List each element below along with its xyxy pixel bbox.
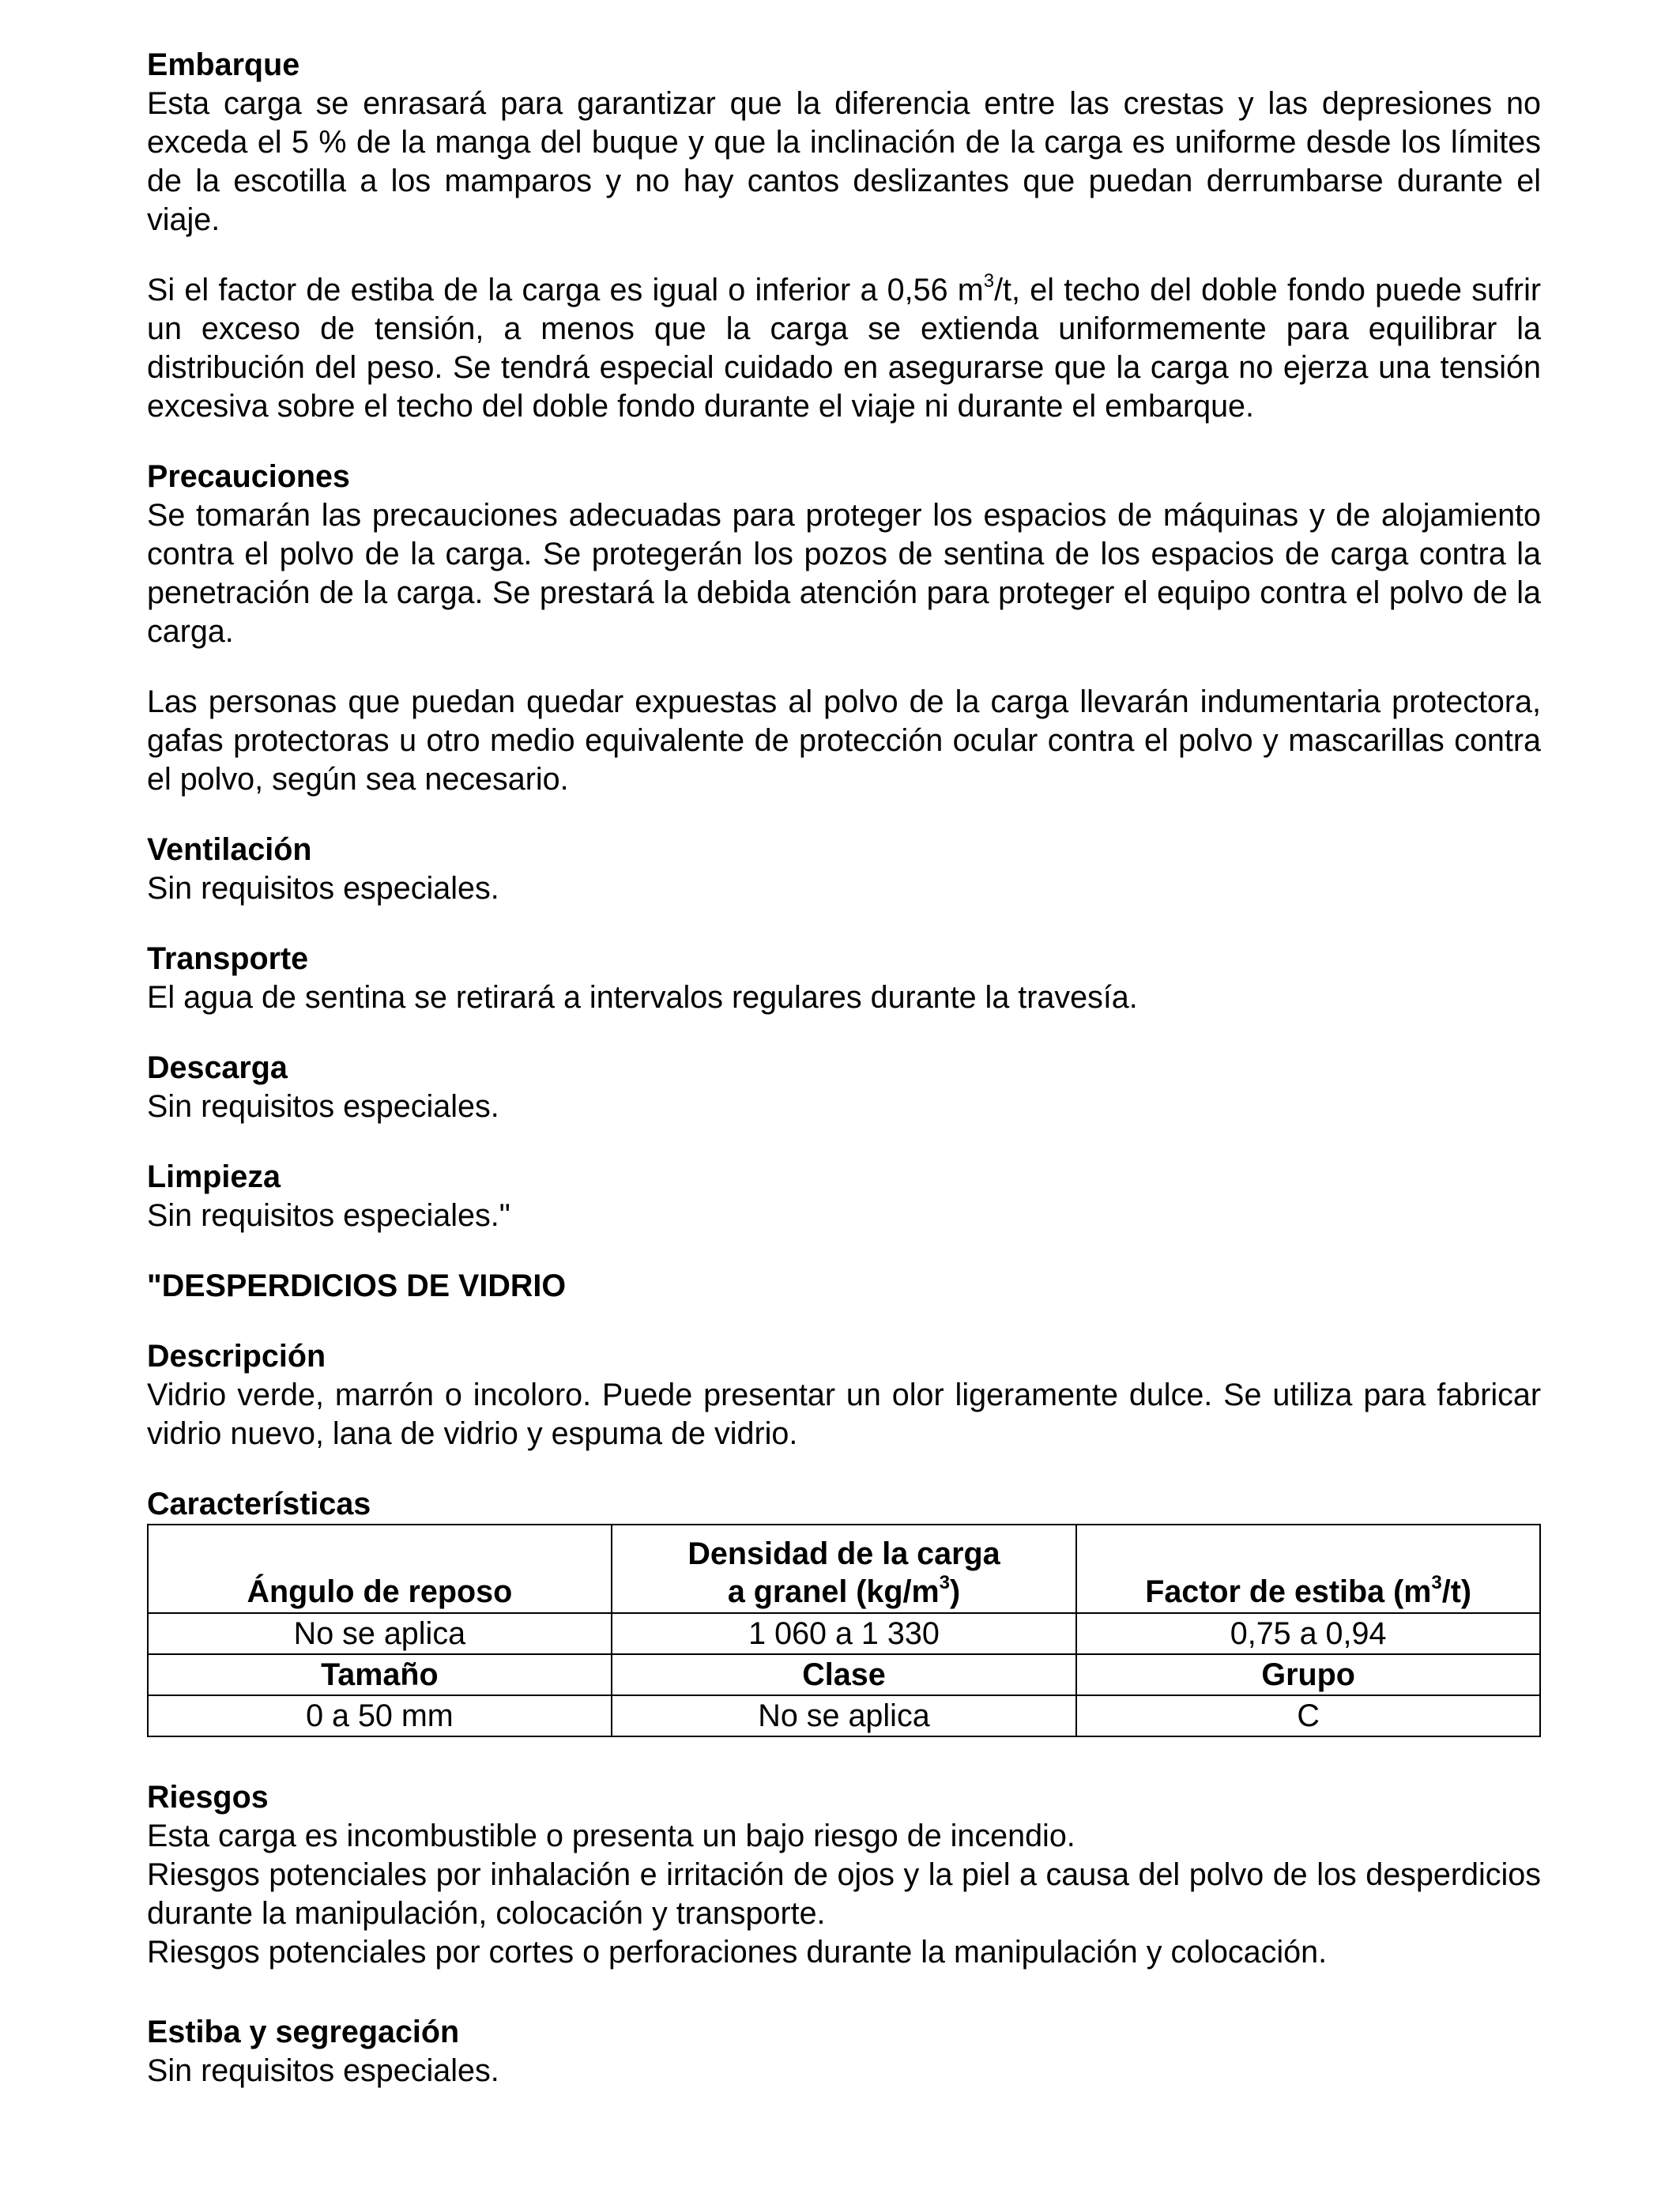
text-descarga: Sin requisitos especiales.: [147, 1089, 499, 1124]
table-cell: No se aplica: [612, 1695, 1077, 1736]
header-densidad-line2-b: ): [949, 1574, 961, 1609]
table-cell: C: [1076, 1695, 1540, 1736]
table-subheader-row: [148, 1654, 1540, 1695]
paragraph-precauciones-1: Se tomarán las precauciones adecuadas para proteger los espacios de máquinas y de alojamiento contra el polvo de la carga. Se protegerán los pozos de sentina de los espacios de carga contra la penetración de la carga. Se prestará la debida atención para proteger el equipo contra el polvo de la carga.: [147, 498, 1541, 649]
header-tamano: Tamaño: [148, 1654, 612, 1695]
table-cell: 1 060 a 1 330: [612, 1613, 1077, 1654]
section-limpieza: [147, 1158, 1541, 1235]
section-descarga: [147, 1049, 1541, 1126]
section-riesgos: [147, 1778, 1541, 1972]
superscript-3: 3: [939, 1571, 950, 1593]
paragraph-precauciones-2: Las personas que puedan quedar expuestas al polvo de la carga llevarán indumentaria protectora, gafas protectoras u otro medio equivalente de protección ocular contra el polvo y mascarillas contra el polvo, según sea necesario.: [147, 684, 1541, 797]
table-row: [148, 1613, 1540, 1654]
superscript-3: 3: [1431, 1571, 1442, 1593]
header-factor-estiba-a: Factor de estiba (m: [1145, 1574, 1432, 1609]
section-ventilacion: [147, 831, 1541, 908]
text-descripcion: Vidrio verde, marrón o incoloro. Puede presentar un olor ligeramente dulce. Se utiliza para fabricar vidrio nuevo, lana de vidrio y espuma de vidrio.: [147, 1378, 1541, 1451]
heading-precauciones: Precauciones: [147, 459, 350, 494]
header-grupo: Grupo: [1076, 1654, 1540, 1695]
paragraph-embarque-2-part-a: Si el factor de estiba de la carga es igual o inferior a 0,56 m: [147, 273, 984, 307]
text-limpieza: Sin requisitos especiales.": [147, 1198, 510, 1233]
table-header-row: [148, 1525, 1540, 1613]
text-ventilacion: Sin requisitos especiales.: [147, 871, 499, 906]
heading-estiba: Estiba y segregación: [147, 2015, 460, 2049]
header-clase: Clase: [612, 1654, 1077, 1695]
heading-descarga: Descarga: [147, 1050, 288, 1085]
header-densidad: [612, 1525, 1077, 1613]
header-densidad-line1: Densidad de la carga: [687, 1536, 1000, 1571]
table-cell: 0 a 50 mm: [148, 1695, 612, 1736]
text-riesgos-1: Esta carga es incombustible o presenta un bajo riesgo de incendio.: [147, 1819, 1075, 1853]
section-precauciones: [147, 458, 1541, 799]
section-caracteristicas: [147, 1485, 1541, 1737]
table-cell: 0,75 a 0,94: [1076, 1613, 1540, 1654]
section-transporte: [147, 940, 1541, 1017]
heading-descripcion: Descripción: [147, 1339, 326, 1374]
characteristics-table: [147, 1524, 1541, 1737]
paragraph-embarque-2-part-b: /t, el techo del doble fondo puede sufrir un exceso de tensión, a menos que la carga se extienda uniformemente para equilibrar la distribución del peso. Se tendrá especial cuidado en asegurarse que la carga no ejerza una tensión excesiva sobre el techo del doble fondo durante el viaje ni durante el embarque.: [147, 273, 1541, 424]
header-factor-estiba: [1076, 1525, 1540, 1613]
text-riesgos-3: Riesgos potenciales por cortes o perforaciones durante la manipulación y colocación.: [147, 1935, 1328, 1970]
text-estiba: Sin requisitos especiales.: [147, 2053, 499, 2088]
section-descripcion: [147, 1337, 1541, 1453]
section-embarque: [147, 46, 1541, 426]
heading-limpieza: Limpieza: [147, 1159, 281, 1194]
paragraph-embarque-2: [147, 271, 1541, 426]
document-page: [147, 46, 1541, 2090]
section-estiba: [147, 2013, 1541, 2090]
heading-ventilacion: Ventilación: [147, 832, 312, 867]
text-riesgos-2: Riesgos potenciales por inhalación e irritación de ojos y la piel a causa del polvo de los desperdicios durante la manipulación, colocación y transporte.: [147, 1857, 1541, 1931]
paragraph-embarque-1: Esta carga se enrasará para garantizar que la diferencia entre las crestas y las depresiones no exceda el 5 % de la manga del buque y que la inclinación de la carga es uniforme desde los límites de la escotilla a los mamparos y no hay cantos deslizantes que puedan derrumbarse durante el viaje.: [147, 86, 1541, 237]
header-densidad-line2-a: a granel (kg/m: [727, 1574, 940, 1609]
table-row: [148, 1695, 1540, 1736]
table-cell: No se aplica: [148, 1613, 612, 1654]
heading-embarque: Embarque: [147, 47, 300, 82]
header-factor-estiba-b: /t): [1441, 1574, 1472, 1609]
heading-caracteristicas: Características: [147, 1487, 371, 1521]
superscript-3: 3: [983, 270, 995, 292]
header-angulo-reposo: Ángulo de reposo: [148, 1525, 612, 1613]
text-transporte: El agua de sentina se retirará a intervalos regulares durante la travesía.: [147, 980, 1138, 1015]
cargo-title: "DESPERDICIOS DE VIDRIO: [147, 1269, 567, 1303]
heading-riesgos: Riesgos: [147, 1780, 269, 1815]
heading-transporte: Transporte: [147, 941, 309, 976]
